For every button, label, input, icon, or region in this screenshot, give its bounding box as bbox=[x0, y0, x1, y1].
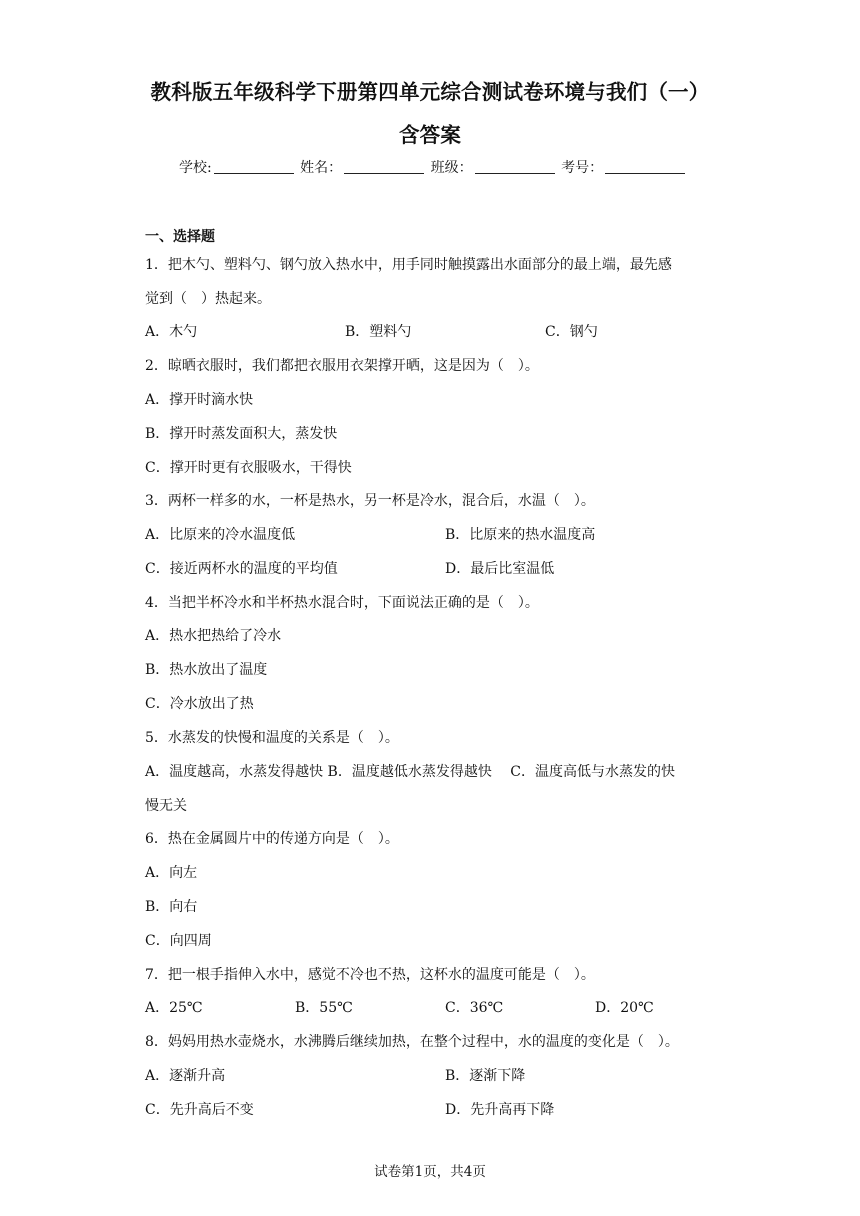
question-3-option-a: A．比原来的冷水温度低 bbox=[145, 527, 296, 543]
question-8-option-d: D．先升高再下降 bbox=[445, 1102, 555, 1118]
question-6-stem: 6．热在金属圆片中的传递方向是（ ）。 bbox=[145, 831, 399, 847]
question-1-stem: 1．把木勺、塑料勺、钢勺放入热水中，用手同时触摸露出水面部分的最上端，最先感 bbox=[145, 257, 672, 273]
question-7-option-c: C．36℃ bbox=[445, 1000, 504, 1016]
school-blank[interactable] bbox=[214, 159, 294, 174]
section-heading: 一、选择题 bbox=[145, 229, 215, 245]
question-3-stem: 3．两杯一样多的水，一杯是热水，另一杯是冷水，混合后，水温（ ）。 bbox=[145, 493, 595, 509]
class-blank[interactable] bbox=[475, 159, 555, 174]
student-info-row bbox=[179, 157, 687, 177]
question-2-option-c: C．撑开时更有衣服吸水，干得快 bbox=[145, 460, 352, 476]
question-4-option-b: B．热水放出了温度 bbox=[145, 662, 268, 678]
question-8-option-b: B．逐渐下降 bbox=[445, 1068, 526, 1084]
question-7-option-d: D．20℃ bbox=[595, 1000, 654, 1016]
question-2-option-b: B．撑开时蒸发面积大，蒸发快 bbox=[145, 426, 338, 442]
question-6-option-a: A．向左 bbox=[145, 865, 198, 881]
question-3-option-b: B．比原来的热水温度高 bbox=[445, 527, 596, 543]
question-3-option-c: C．接近两杯水的温度的平均值 bbox=[145, 561, 338, 577]
question-6-option-b: B．向右 bbox=[145, 899, 198, 915]
question-3-option-d: D．最后比室温低 bbox=[445, 561, 555, 577]
question-2-option-a: A．撑开时滴水快 bbox=[145, 392, 254, 408]
question-7-stem: 7．把一根手指伸入水中，感觉不冷也不热，这杯水的温度可能是（ ）。 bbox=[145, 967, 595, 983]
question-8-option-a: A．逐渐升高 bbox=[145, 1068, 226, 1084]
question-5-stem: 5．水蒸发的快慢和温度的关系是（ ）。 bbox=[145, 730, 399, 746]
question-8-stem: 8．妈妈用热水壶烧水，水沸腾后继续加热，在整个过程中，水的温度的变化是（ ）。 bbox=[145, 1034, 679, 1050]
question-4-stem: 4．当把半杯冷水和半杯热水混合时，下面说法正确的是（ ）。 bbox=[145, 595, 539, 611]
question-8-option-c: C．先升高后不变 bbox=[145, 1102, 254, 1118]
exam-number-label: 考号： bbox=[561, 160, 604, 176]
name-label: 姓名： bbox=[300, 160, 343, 176]
question-4-option-c: C．冷水放出了热 bbox=[145, 696, 254, 712]
question-1-option-c: C．钢勺 bbox=[545, 324, 598, 340]
question-2-stem: 2．晾晒衣服时，我们都把衣服用衣架撑开晒，这是因为（ ）。 bbox=[145, 358, 539, 374]
question-7-option-a: A．25℃ bbox=[145, 1000, 203, 1016]
page-title-continued: 含答案 bbox=[398, 123, 462, 147]
question-4-option-a: A．热水把热给了冷水 bbox=[145, 628, 282, 644]
exam-number-blank[interactable] bbox=[605, 159, 685, 174]
page-title: 教科版五年级科学下册第四单元综合测试卷环境与我们（一） bbox=[150, 80, 710, 104]
question-1-option-b: B．塑料勺 bbox=[345, 324, 412, 340]
class-label: 班级： bbox=[430, 160, 473, 176]
school-label: 学校: bbox=[179, 160, 212, 176]
question-5-options: A．温度越高，水蒸发得越快 B．温度越低水蒸发得越快 C．温度高低与水蒸发的快 bbox=[145, 764, 676, 780]
page-footer: 试卷第1页，共4页 bbox=[374, 1164, 486, 1180]
question-5-options-continued: 慢无关 bbox=[145, 798, 187, 814]
question-6-option-c: C．向四周 bbox=[145, 933, 212, 949]
name-blank[interactable] bbox=[344, 159, 424, 174]
question-1-option-a: A．木勺 bbox=[145, 324, 198, 340]
question-1-stem-continued: 觉到（ ）热起来。 bbox=[145, 291, 271, 307]
question-7-option-b: B．55℃ bbox=[295, 1000, 353, 1016]
